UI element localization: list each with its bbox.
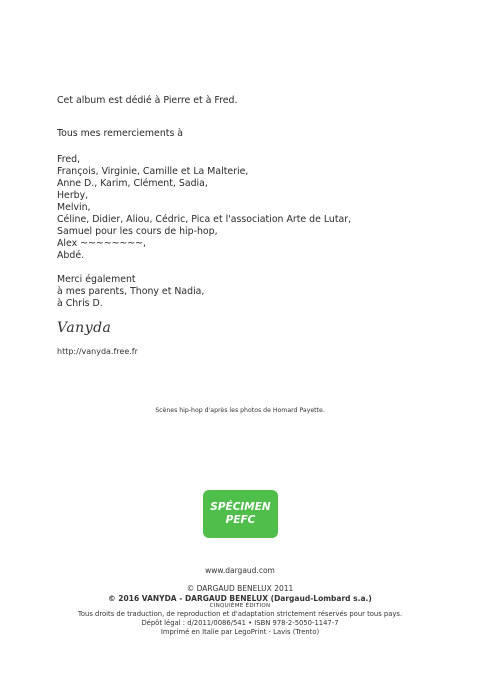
- edition-line: CINQUIÈME ÉDITION: [209, 603, 271, 609]
- thanks-name-item: François, Virginie, Camille et La Malterie,: [57, 166, 249, 177]
- thanks-name-item: Samuel pour les cours de hip-hop,: [57, 226, 218, 237]
- thanks-name-item: Melvin,: [57, 202, 91, 213]
- thanks-name-item: Céline, Didier, Aliou, Cédric, Pica et l'association Arte de Lutar,: [57, 214, 352, 225]
- closing-line: Merci également: [57, 274, 136, 285]
- rights-notice: Tous droits de traduction, de reproduction et d'adaptation strictement réservés pour tous pays.: [77, 610, 403, 618]
- thanks-name-item: Herby,: [57, 190, 89, 201]
- thanks-name-item: Anne D., Karim, Clément, Sadia,: [57, 178, 208, 189]
- pefc-logo-line1: SPÉCIMEN: [210, 501, 271, 513]
- thanks-name-item: Fred,: [57, 154, 81, 165]
- pefc-specimen-logo: [203, 490, 278, 538]
- pefc-logo-line2: PEFC: [225, 514, 256, 526]
- printer-info: Imprimé en Italie par LegoPrint - Lavis (Trento): [160, 628, 320, 636]
- thanks-name-item: Abdé.: [57, 250, 85, 261]
- copyright-line-2: © 2016 VANYDA - DARGAUD BENELUX (Dargaud-Lombard s.a.): [108, 594, 372, 603]
- closing-line: à Chris D.: [57, 298, 103, 309]
- thanks-names-list: [57, 154, 351, 262]
- author-url: http://vanyda.free.fr: [57, 347, 138, 356]
- publisher-website: www.dargaud.com: [205, 566, 275, 575]
- thanks-name-item: Alex ~~~~~~~~,: [57, 238, 146, 249]
- thanks-closing: [57, 274, 204, 310]
- closing-line: à mes parents, Thony et Nadia,: [57, 286, 205, 297]
- photo-credit: Scènes hip-hop d'après les photos de Homard Payette.: [155, 407, 325, 414]
- thanks-intro: Tous mes remerciements à: [57, 128, 184, 139]
- legal-deposit: Dépôt légal : d/2011/0086/541 • ISBN 978-2-5050-1147-7: [141, 619, 339, 627]
- author-signature: Vanyda: [57, 320, 112, 336]
- copyright-line-1: © DARGAUD BENELUX 2011: [186, 584, 294, 593]
- dedication: Cet album est dédié à Pierre et à Fred.: [57, 95, 238, 106]
